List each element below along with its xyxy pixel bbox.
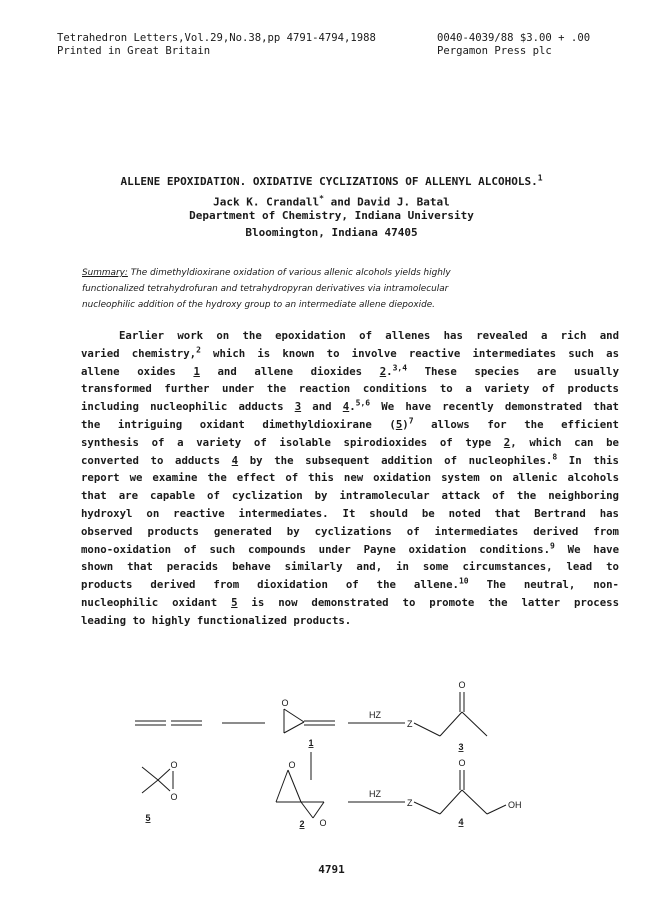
authors: Jack K. Crandall* and David J. Batal <box>213 194 450 209</box>
compound-label-1: 1 <box>308 738 314 748</box>
body-line: including nucleophilic adducts 3 and 4.$^{5,6}$ We have recently demonstrated that <box>81 398 619 414</box>
body-line: report we examine the effect of this new oxidation system on allenic alcohols <box>81 471 619 485</box>
body-line: transformed further under the reaction conditions to a variety of products <box>81 382 619 396</box>
oxygen-label: O <box>319 818 327 828</box>
body-line: varied chemistry,$^2$ which is known to involve reactive intermediates such as <box>81 345 619 360</box>
oxygen-label: O <box>170 792 178 802</box>
page-number: 4791 <box>318 863 345 876</box>
oxygen-label: O <box>281 698 289 708</box>
body-line: observed products generated by cyclizations of intermediates derived from <box>81 524 619 538</box>
summary-line: Summary: The dimethyldioxirane oxidation of various allenic alcohols yields highly <box>82 268 451 278</box>
allene-structure <box>135 721 202 725</box>
body-line: leading to highly functionalized products. <box>81 613 352 627</box>
body-line: mono-oxidation of such compounds under Payne oxidation conditions.$^9$ We have <box>81 541 620 556</box>
body-line: the intriguing oxidant dimethyldioxirane $(5)^7$ allows for the efficient <box>81 416 619 431</box>
summary-label: Summary: <box>82 268 128 278</box>
body-line: nucleophilic oxidant 5 is now demonstrated to promote the latter process <box>81 595 619 609</box>
summary <box>82 265 602 313</box>
publisher: Pergamon Press plc <box>437 45 552 57</box>
body-line: that are capable of cyclization by intramolecular attack of the neighboring <box>81 489 619 503</box>
hydroxyl-label: OH <box>508 800 522 810</box>
body-line: Earlier work on the epoxidation of allenes has revealed a rich and <box>119 329 619 342</box>
body-line: allene oxides 1 and allene dioxides 2.$^{3,4}$ These species are usually <box>81 363 619 378</box>
reagent-hz-bottom: HZ <box>369 789 381 799</box>
body-paragraph <box>81 327 619 630</box>
summary-line: nucleophilic addition of the hydroxy group to an intermediate allene diepoxide. <box>82 300 435 310</box>
body-line: products derived from dioxidation of the allene.$^{10}$ The neutral, non- <box>81 576 619 592</box>
allene-oxide-structure <box>284 709 335 733</box>
body-line: synthesis of a variety of isolable spirodioxides of type 2, which can be <box>81 435 619 449</box>
body-line: converted to adducts 4 by the subsequent addition of nucleophiles.$^8$ In this <box>81 452 619 467</box>
compound-label-3: 3 <box>458 742 464 752</box>
allene-dioxide-structure <box>276 770 324 818</box>
compound-label-2: 2 <box>299 819 305 829</box>
reaction-scheme <box>0 640 663 840</box>
compound-label-4: 4 <box>458 817 464 827</box>
z-label-top: Z <box>407 719 413 729</box>
z-label-bottom: Z <box>407 798 413 808</box>
reagent-hz-top: HZ <box>369 710 381 720</box>
body-line: hydroxyl on reactive intermediates. It should be noted that Bertrand has <box>81 506 619 520</box>
hydroxyketone-4-structure <box>414 770 506 814</box>
oxygen-label: O <box>458 758 466 768</box>
price-code: 0040-4039/88 $3.00 + .00 <box>437 32 591 44</box>
printed-in: Printed in Great Britain <box>57 45 211 57</box>
article-title: ALLENE EPOXIDATION. OXIDATIVE CYCLIZATIONS OF ALLENYL ALCOHOLS.$^1$ <box>120 173 543 188</box>
oxygen-label: O <box>288 760 296 770</box>
oxygen-label: O <box>458 680 466 690</box>
journal-citation: Tetrahedron Letters,Vol.29,No.38,pp 4791-4794,1988 <box>57 32 376 44</box>
affiliation-department: Department of Chemistry, Indiana University <box>189 209 474 222</box>
body-line: shown that peracids behave similarly and, in some circumstances, lead to <box>81 560 619 574</box>
summary-line: functionalized tetrahydrofuran and tetrahydropyran derivatives via intramolecular <box>82 284 449 294</box>
affiliation-city: Bloomington, Indiana 47405 <box>245 226 418 239</box>
oxygen-label: O <box>170 760 178 770</box>
ketone-3-structure <box>414 692 487 736</box>
dimethyldioxirane-structure <box>142 767 173 793</box>
compound-label-5: 5 <box>145 813 151 823</box>
